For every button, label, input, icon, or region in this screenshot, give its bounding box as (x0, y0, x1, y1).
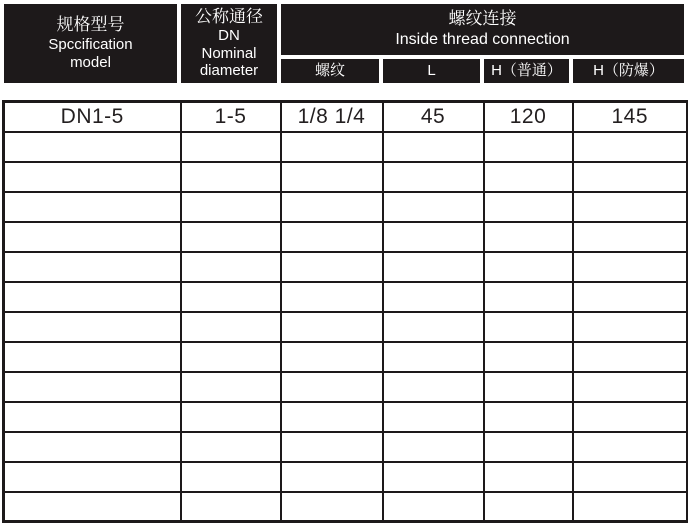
table-cell (181, 402, 281, 432)
table-cell (181, 162, 281, 192)
table-cell (484, 402, 573, 432)
table-cell (383, 192, 484, 222)
header-specification-model-en2: model (70, 53, 111, 71)
table-cell (181, 132, 281, 162)
table-cell (181, 342, 281, 372)
table-cell (573, 402, 688, 432)
spec-table-header (2, 2, 686, 85)
table-cell (4, 492, 181, 522)
table-cell (383, 372, 484, 402)
table-cell (4, 192, 181, 222)
table-cell (4, 342, 181, 372)
table-cell (181, 432, 281, 462)
header-nominal-diameter-en2: diameter (199, 62, 259, 80)
table-cell (573, 342, 688, 372)
header-nominal-diameter-zh: 公称通径 (195, 6, 263, 26)
header-specification-model-en1: Spccification (48, 35, 133, 53)
table-cell (281, 132, 383, 162)
table-cell (383, 402, 484, 432)
table-cell (484, 252, 573, 282)
header-thread-connection-zh: 螺纹连接 (448, 9, 517, 29)
table-cell (281, 222, 383, 252)
table-cell (4, 402, 181, 432)
table-cell (4, 252, 181, 282)
table-cell (383, 132, 484, 162)
table-cell (573, 492, 688, 522)
table-cell (181, 492, 281, 522)
empty-row (4, 372, 688, 402)
header-specification-model (2, 2, 179, 85)
table-cell (281, 342, 383, 372)
spec-table (2, 100, 688, 523)
header-thread-connection (279, 2, 686, 57)
table-cell: 145 (573, 102, 688, 132)
table-cell: 1-5 (181, 102, 281, 132)
table-cell (181, 282, 281, 312)
header-subcol-h-normal: H（普通） (482, 57, 571, 85)
header-subcol-h-explosionproof: H（防爆） (571, 57, 686, 85)
header-nominal-diameter (179, 2, 279, 85)
table-cell (383, 162, 484, 192)
table-cell (281, 192, 383, 222)
table-cell (484, 222, 573, 252)
table-cell (281, 162, 383, 192)
table-cell (573, 372, 688, 402)
table-cell (181, 192, 281, 222)
empty-row (4, 402, 688, 432)
table-cell (4, 432, 181, 462)
table-cell (281, 462, 383, 492)
table-cell (281, 402, 383, 432)
empty-row (4, 192, 688, 222)
empty-row (4, 462, 688, 492)
table-cell (573, 162, 688, 192)
header-nominal-diameter-dn: DN (218, 26, 240, 44)
table-cell: 45 (383, 102, 484, 132)
table-cell: DN1-5 (4, 102, 181, 132)
table-cell (484, 372, 573, 402)
table-cell (181, 372, 281, 402)
empty-row (4, 222, 688, 252)
table-cell (181, 312, 281, 342)
table-cell (573, 132, 688, 162)
table-cell (383, 342, 484, 372)
table-cell (383, 282, 484, 312)
table-cell (383, 462, 484, 492)
table-cell: 1/8 1/4 (281, 102, 383, 132)
table-cell (573, 282, 688, 312)
spec-table-body (4, 102, 688, 522)
table-cell (281, 312, 383, 342)
table-cell (4, 282, 181, 312)
header-subcol-l: L (381, 57, 482, 85)
empty-row (4, 132, 688, 162)
table-cell (573, 252, 688, 282)
table-cell (181, 252, 281, 282)
table-cell (484, 342, 573, 372)
empty-row (4, 162, 688, 192)
empty-row (4, 342, 688, 372)
table-cell: 120 (484, 102, 573, 132)
empty-row (4, 312, 688, 342)
table-cell (4, 162, 181, 192)
table-cell (484, 282, 573, 312)
spec-data-row (4, 102, 688, 132)
empty-row (4, 252, 688, 282)
table-cell (484, 192, 573, 222)
table-cell (484, 492, 573, 522)
table-cell (281, 282, 383, 312)
table-cell (573, 222, 688, 252)
table-cell (484, 132, 573, 162)
table-cell (281, 492, 383, 522)
table-cell (383, 432, 484, 462)
header-thread-connection-en: Inside thread connection (395, 31, 570, 49)
empty-row (4, 282, 688, 312)
table-cell (484, 162, 573, 192)
table-cell (181, 222, 281, 252)
table-cell (4, 312, 181, 342)
table-cell (383, 492, 484, 522)
table-cell (4, 132, 181, 162)
table-cell (573, 312, 688, 342)
table-cell (383, 222, 484, 252)
table-cell (281, 372, 383, 402)
empty-row (4, 432, 688, 462)
header-subcol-thread: 螺纹 (279, 57, 381, 85)
table-cell (383, 252, 484, 282)
table-cell (281, 252, 383, 282)
table-cell (484, 312, 573, 342)
table-cell (573, 192, 688, 222)
table-cell (573, 432, 688, 462)
header-nominal-diameter-en1: Nominal (201, 44, 257, 62)
header-specification-model-zh: 规格型号 (56, 14, 125, 34)
empty-row (4, 492, 688, 522)
table-cell (4, 462, 181, 492)
table-cell (573, 462, 688, 492)
table-cell (484, 462, 573, 492)
table-cell (4, 372, 181, 402)
table-cell (4, 222, 181, 252)
table-cell (281, 432, 383, 462)
table-cell (484, 432, 573, 462)
table-cell (383, 312, 484, 342)
table-cell (181, 462, 281, 492)
